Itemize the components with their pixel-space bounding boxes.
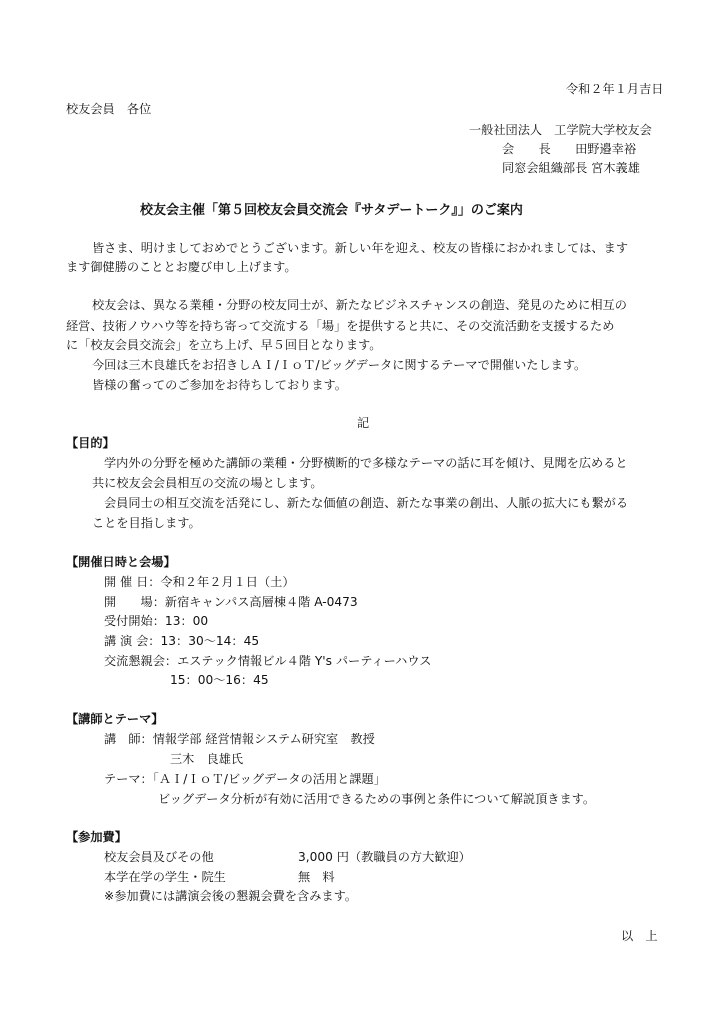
event-date: 開 催 日：令和２年２月１日（土）: [104, 575, 295, 589]
document-title: 校友会主催「第５回校友会員交流会『サタデートーク』」のご案内: [140, 203, 523, 218]
issue-date: 令和２年１月吉日: [566, 82, 664, 96]
event-venue: 開 場：新宿キャンパス高層棟４階 A-0473: [104, 595, 358, 609]
intro-line-2: 経営、技術ノウハウ等を持ち寄って交流する「場」を提供すると共に、その交流活動を支援するため: [66, 319, 615, 333]
theme-description: ビッグデータ分析が有効に活用できるための事例と条件について解説頂きます。: [158, 792, 596, 806]
recipient: 校友会員 各位: [66, 102, 152, 116]
closing-mark: 以 上: [621, 929, 658, 943]
intro-line-5: 皆様の奮ってのご参加をお待ちしております。: [92, 378, 347, 392]
ki-marker: 記: [357, 416, 370, 430]
greeting-line-2: ます御健勝のこととお慶び申し上げます。: [66, 260, 297, 274]
fee-student-value: 無 料: [298, 870, 335, 884]
lecture-theme: テーマ：「ＡＩ/ＩｏＴ/ビッグデータの活用と課題」: [104, 772, 386, 786]
president-name: 会 長 田野邉幸裕: [502, 142, 637, 156]
speaker-name: 三木 良雄氏: [170, 752, 244, 766]
purpose-heading: 【目的】: [66, 436, 115, 450]
reception-time: 受付開始：13：00: [104, 614, 209, 628]
purpose-line-4: ことを目指します。: [92, 516, 201, 530]
party-venue: 交流懇親会：エステック情報ビル４階 Y's パーティーハウス: [104, 654, 432, 668]
organization-name: 一般社団法人 工学院大学校友会: [469, 123, 652, 137]
speaker-affiliation: 講 師：情報学部 経営情報システム研究室 教授: [104, 732, 375, 746]
fee-member-value: 3,000 円（教職員の方大歓迎）: [298, 850, 471, 864]
fee-member-label: 校友会員及びその他: [104, 850, 214, 864]
party-time: 15：00～16：45: [170, 673, 269, 687]
purpose-line-2: 共に校友会会員相互の交流の場とします。: [92, 476, 323, 490]
purpose-line-1: 学内外の分野を極めた講師の業種・分野横断的で多様なテーマの話に耳を傾け、見聞を広めると: [104, 456, 628, 470]
fee-heading: 【参加費】: [66, 830, 127, 844]
intro-line-4: 今回は三木良雄氏をお招きしＡＩ/ＩｏＴ/ビッグデータに関するテーマで開催いたします。: [92, 358, 587, 372]
purpose-line-3: 会員同士の相互交流を活発にし、新たな価値の創造、新たな事業の創出、人脈の拡大にも繋がる: [104, 496, 629, 510]
dept-head-name: 同窓会組織部長 宮木義雄: [502, 161, 640, 175]
lecture-time: 講 演 会：13：30～14：45: [104, 634, 260, 648]
fee-student-label: 本学在学の学生・院生: [104, 870, 226, 884]
intro-line-3: に「校友会員交流会」を立ち上げ、早５回目となります。: [66, 338, 382, 352]
speaker-heading: 【講師とテーマ】: [66, 712, 164, 726]
fee-note: ※参加費には講演会後の懇親会費を含みます。: [104, 889, 357, 903]
intro-line-1: 校友会は、異なる業種・分野の校友同士が、新たなビジネスチャンスの創造、発見のために相互の: [92, 298, 627, 312]
greeting-line-1: 皆さま、明けましておめでとうございます。新しい年を迎え、校友の皆様におかれましては、ます: [92, 241, 629, 255]
schedule-heading: 【開催日時と会場】: [66, 555, 176, 569]
